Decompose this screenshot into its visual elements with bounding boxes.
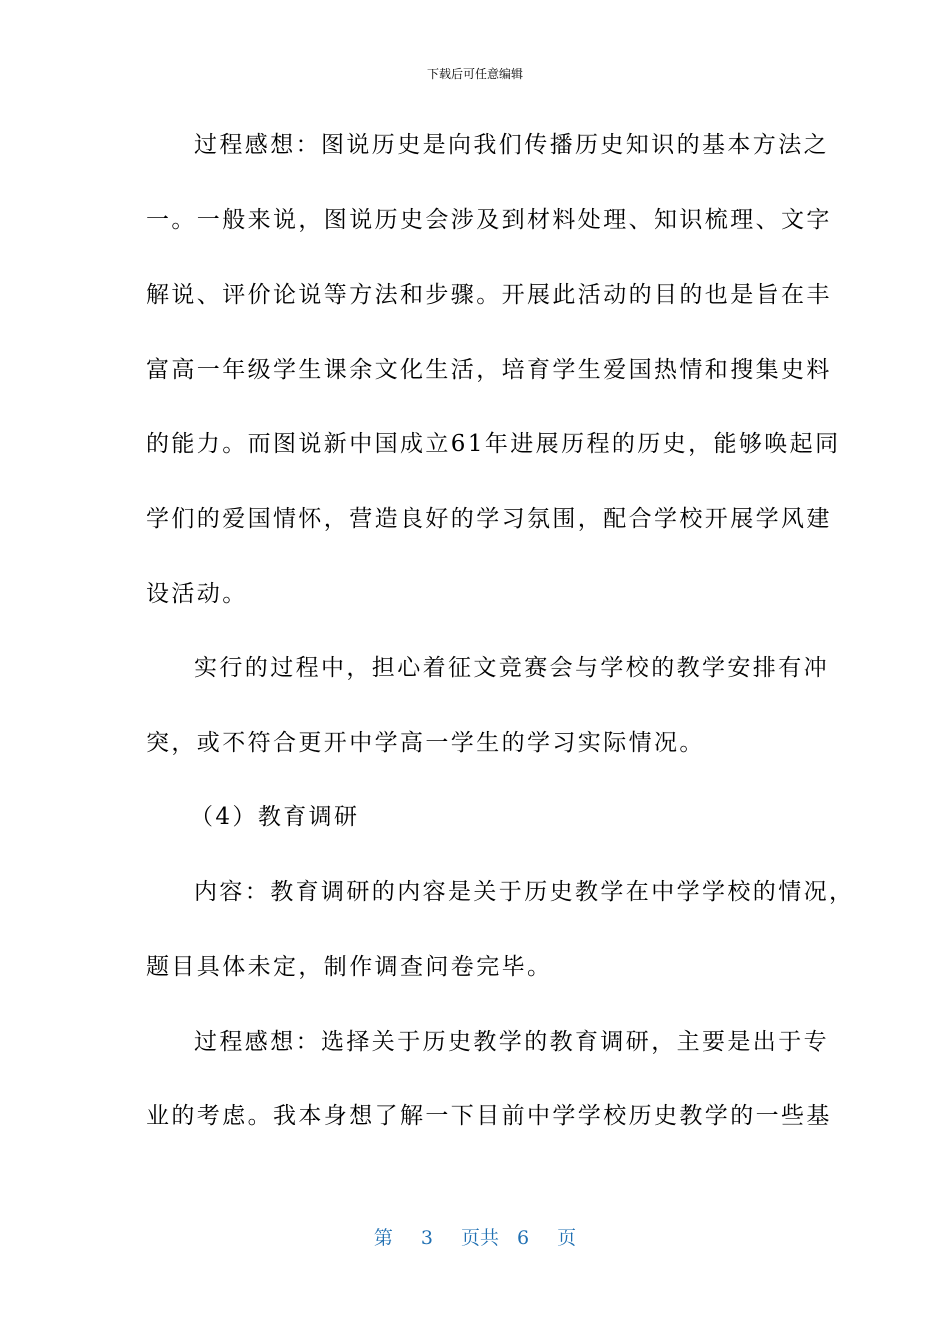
footer-page-suffix: 页共 xyxy=(460,1227,499,1249)
body-line: 学们的爱国情怀，营造良好的学习氛围，配合学校开展学风建 xyxy=(146,506,832,532)
footer-page-word: 第 xyxy=(373,1227,393,1249)
body-line: 过程感想：选择关于历史教学的教育调研，主要是出于专 xyxy=(194,1029,829,1055)
body-line: 一。一般来说，图说历史会涉及到材料处理、知识梳理、文字 xyxy=(146,207,832,233)
footer-total-pages: 6 xyxy=(517,1227,530,1249)
page-header: 下载后可任意编辑 xyxy=(426,67,523,81)
body-line: 的能力。而图说新中国成立61年进展历程的历史，能够唤起同 xyxy=(146,431,841,457)
footer-page-number: 3 xyxy=(420,1227,433,1249)
body-line: 业的考虑。我本身想了解一下目前中学学校历史教学的一些基 xyxy=(146,1103,832,1129)
body-line: 内容：教育调研的内容是关于历史教学在中学学校的情况， xyxy=(194,879,855,905)
body-line: 过程感想：图说历史是向我们传播历史知识的基本方法之 xyxy=(194,132,829,158)
body-line: 题目具体未定，制作调查问卷完毕。 xyxy=(146,954,553,980)
body-line: 解说、评价论说等方法和步骤。开展此活动的目的也是旨在丰 xyxy=(146,282,832,308)
body-line: 突，或不符合更开中学高一学生的学习实际情况。 xyxy=(146,730,705,756)
footer-total-suffix: 页 xyxy=(557,1227,577,1249)
body-line: 富高一年级学生课余文化生活，培育学生爱国热情和搜集史料 xyxy=(146,357,832,383)
page-footer xyxy=(0,1225,950,1251)
body-line: 实行的过程中，担心着征文竞赛会与学校的教学安排有冲 xyxy=(194,655,829,681)
section-heading: （4）教育调研 xyxy=(190,804,360,830)
body-line: 设活动。 xyxy=(146,581,248,607)
